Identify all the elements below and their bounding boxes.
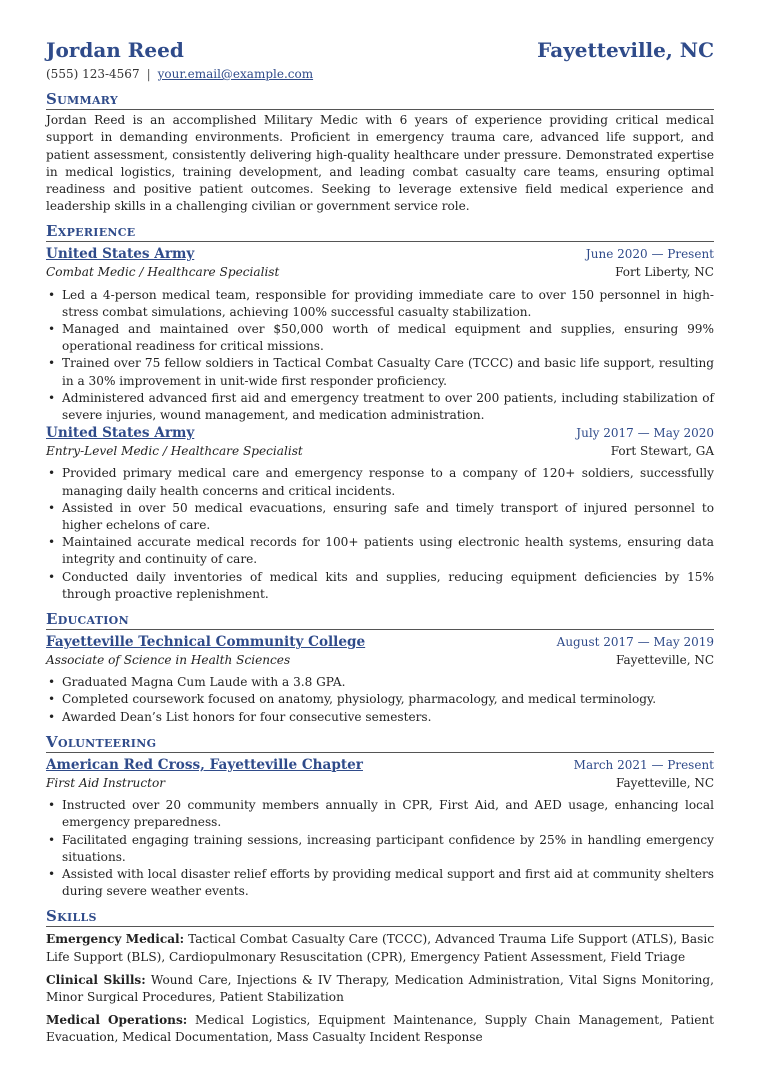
volunteering-heading: Volunteering (46, 733, 714, 753)
list-item: • Conducted daily inventories of medical kits and supplies, reducing equipment deficiencies by 15% through proactive replenishment. (62, 569, 714, 603)
list-item: • Awarded Dean’s List honors for four consecutive semesters. (62, 709, 714, 726)
entry-header (46, 756, 714, 775)
list-item: • Provided primary medical care and emergency response to a company of 120+ soldiers, successfully managing daily health concerns and critical incidents. (62, 465, 714, 499)
skills-heading: Skills (46, 907, 714, 927)
contact-line (46, 66, 714, 83)
experience-heading: Experience (46, 222, 714, 242)
candidate-location: Fayetteville, NC (537, 38, 714, 62)
list-item: • Facilitated engaging training sessions, increasing participant confidence by 25% in handling emergency situations. (62, 832, 714, 866)
skill-category: Medical Operations: (46, 1013, 188, 1028)
entry-header (46, 633, 714, 652)
education-list (46, 674, 714, 726)
email-link[interactable]: your.email@example.com (157, 67, 314, 81)
skill-items: Tactical Combat Casualty Care (TCCC), Advanced Trauma Life Support (ATLS), Basic Life Support (BLS), Cardiopulmonary Resuscitation (CPR), Emergency Patient Assessment, Field Triage (46, 932, 714, 964)
job-title: Entry-Level Medic / Healthcare Specialist (46, 444, 303, 459)
employment-dates: July 2017 — May 2020 (576, 426, 714, 441)
list-item: • Assisted in over 50 medical evacuations, ensuring safe and timely transport of injured personnel to higher echelons of care. (62, 500, 714, 534)
summary-text: Jordan Reed is an accomplished Military Medic with 6 years of experience providing critical medical support in demanding environments. Proficient in emergency trauma care, advanced life support, and patient assessment, consistently delivering high-quality healthcare under pressure. Demonstrated expertise in medical logistics, training development, and leading combat casualty care teams, ensuring optimal readiness and positive patient outcomes. Seeking to leverage extensive field medical experience and leadership skills in a challenging civilian or government service role. (46, 113, 714, 214)
employer-name[interactable]: United States Army (46, 425, 195, 442)
skill-items: Medical Logistics, Equipment Maintenance, Supply Chain Management, Patient Evacuation, Medical Documentation, Mass Casualty Incident Response (46, 1013, 714, 1045)
skill-line-clinical (46, 972, 714, 1006)
list-item: • Administered advanced first aid and emergency treatment to over 200 patients, including stabilization of severe injuries, wound management, and medication administration. (62, 390, 714, 424)
job-title: Combat Medic / Healthcare Specialist (46, 265, 280, 280)
skill-line-emergency (46, 931, 714, 965)
entry-subheader (46, 443, 714, 460)
list-item: • Maintained accurate medical records for 100+ patients using electronic health systems, ensuring data integrity and continuity of care. (62, 534, 714, 568)
list-item: • Led a 4-person medical team, responsible for providing immediate care to over 150 personnel in high-stress combat simulations, achieving 100% successful casualty stabilization. (62, 287, 714, 321)
achievement-list (46, 465, 714, 603)
list-item: • Assisted with local disaster relief efforts by providing medical support and first aid at community shelters during severe weather events. (62, 866, 714, 900)
summary-heading: Summary (46, 90, 714, 110)
degree-title: Associate of Science in Health Sciences (46, 653, 291, 668)
entry-subheader (46, 652, 714, 669)
achievement-list (46, 287, 714, 425)
skill-category: Emergency Medical: (46, 932, 185, 947)
job-location: Fort Liberty, NC (615, 265, 714, 280)
skill-category: Clinical Skills: (46, 972, 146, 987)
experience-entry-2 (46, 424, 714, 603)
volunteer-role: First Aid Instructor (46, 775, 166, 790)
list-item: • Graduated Magna Cum Laude with a 3.8 GPA. (62, 674, 714, 691)
list-item: • Completed coursework focused on anatomy, physiology, pharmacology, and medical terminology. (62, 691, 714, 708)
contact-separator: | (146, 67, 151, 81)
entry-subheader (46, 775, 714, 792)
job-location: Fort Stewart, GA (610, 444, 714, 459)
volunteering-entry (46, 756, 714, 900)
volunteering-dates: March 2021 — Present (573, 757, 714, 772)
school-name[interactable]: Fayetteville Technical Community College (46, 634, 366, 651)
phone-number: (555) 123-4567 (46, 67, 140, 81)
candidate-name: Jordan Reed (46, 38, 184, 62)
volunteer-location: Fayetteville, NC (616, 775, 714, 790)
employer-name[interactable]: United States Army (46, 246, 195, 263)
list-item: • Trained over 75 fellow soldiers in Tactical Combat Casualty Care (TCCC) and basic life support, resulting in a 30% improvement in unit-wide first responder proficiency. (62, 355, 714, 389)
education-entry (46, 633, 714, 726)
school-location: Fayetteville, NC (616, 653, 714, 668)
organization-name[interactable]: American Red Cross, Fayetteville Chapter (46, 756, 363, 773)
education-dates: August 2017 — May 2019 (556, 635, 714, 650)
employment-dates: June 2020 — Present (585, 247, 714, 262)
list-item: • Instructed over 20 community members annually in CPR, First Aid, and AED usage, enhancing local emergency preparedness. (62, 797, 714, 831)
volunteering-list (46, 797, 714, 900)
resume-header (46, 36, 714, 64)
entry-header (46, 245, 714, 264)
skill-items: Wound Care, Injections & IV Therapy, Medication Administration, Vital Signs Monitoring, Minor Surgical Procedures, Patient Stabilization (46, 972, 714, 1004)
entry-header (46, 424, 714, 443)
skill-line-operations (46, 1012, 714, 1046)
experience-entry-1 (46, 245, 714, 424)
list-item: • Managed and maintained over $50,000 worth of medical equipment and supplies, ensuring 99% operational readiness for critical missions. (62, 321, 714, 355)
entry-subheader (46, 264, 714, 281)
education-heading: Education (46, 610, 714, 630)
